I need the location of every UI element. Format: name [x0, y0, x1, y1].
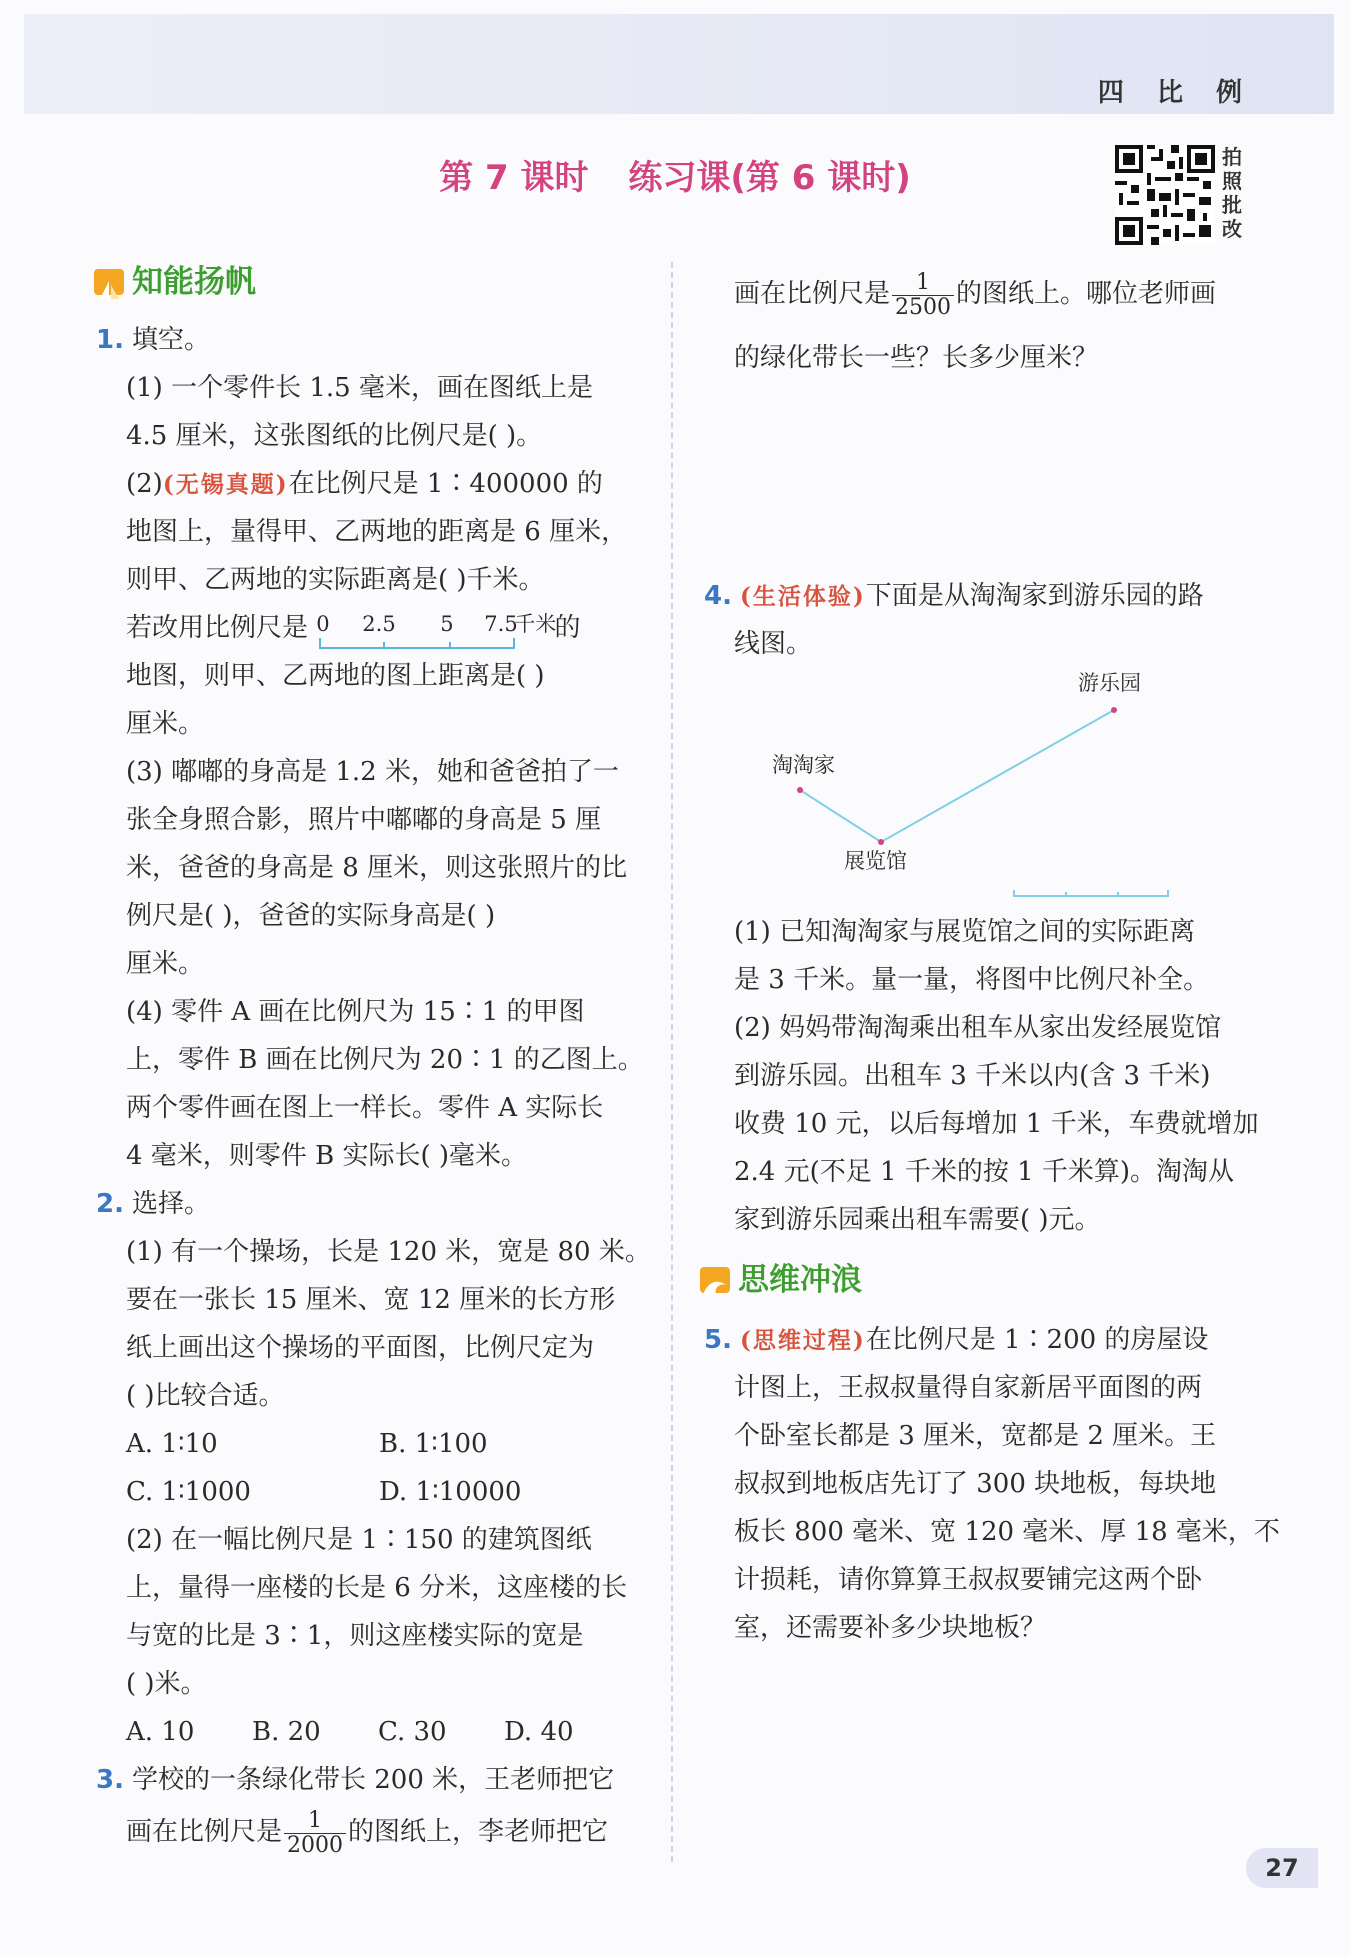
qr-code-icon[interactable] [1115, 145, 1215, 245]
question-4-head: 4. (生活体验)下面是从淘淘家到游乐园的路 [704, 581, 1204, 611]
route-line [800, 710, 1114, 842]
text-line: 计图上，王叔叔量得自家新居平面图的两 [734, 1373, 1203, 1403]
line-scale: 0 2.5 5 7.5 千米 [316, 604, 546, 652]
text-line: (2)(无锡真题)在比例尺是 1∶400000 的 [126, 469, 603, 499]
fraction: $\frac{1}{2000}$ [284, 1809, 346, 1858]
text-line: (1) 已知淘淘家与展览馆之间的实际距离 [734, 917, 1196, 947]
text-line: 则甲、乙两地的实际距离是( )千米。 [126, 565, 545, 595]
section-title: 知能扬帆 [132, 264, 256, 300]
text-line: 的绿化带长一些？长多少厘米？ [734, 343, 1099, 373]
text-line: 米，爸爸的身高是 8 厘米，则这张照片的比 [126, 853, 628, 883]
page-number: 27 [1246, 1848, 1318, 1888]
text-line: 室，还需要补多少块地板？ [734, 1613, 1047, 1643]
option-b[interactable]: B. 1∶100 [379, 1429, 488, 1459]
option-b[interactable]: B. 20 [252, 1717, 321, 1747]
text-line: 线图。 [734, 629, 813, 659]
qr-label-char: 批 [1222, 193, 1242, 217]
text-line: (3) 嘟嘟的身高是 1.2 米，她和爸爸拍了一 [126, 757, 619, 787]
option-d[interactable]: D. 1∶10000 [379, 1477, 522, 1507]
option-a[interactable]: A. 1∶10 [126, 1429, 218, 1459]
text-line: 地图上，量得甲、乙两地的距离是 6 厘米， [126, 517, 628, 547]
text-line: 画在比例尺是 $\frac{1}{2500}$ 的图纸上。哪位老师画 [734, 269, 1217, 320]
text-line: 家到游乐园乘出租车需要( )元。 [734, 1205, 1101, 1235]
text-line: 到游乐园。出租车 3 千米以内(含 3 千米) [734, 1061, 1211, 1091]
map-label-museum: 展览馆 [844, 849, 907, 873]
map-label-park: 游乐园 [1078, 671, 1141, 695]
section-header-2 [700, 1256, 862, 1304]
sail-icon [94, 269, 124, 295]
text-line: 上，零件 B 画在比例尺为 20∶1 的乙图上。 [126, 1045, 644, 1075]
text-line: ( )比较合适。 [126, 1381, 285, 1411]
lesson-title-part1: 第 7 课时 [439, 158, 589, 198]
text-line: 与宽的比是 3∶1，则这座楼实际的宽是 [126, 1621, 584, 1651]
text-line: 2.4 元(不足 1 千米的按 1 千米算)。淘淘从 [734, 1157, 1235, 1187]
text-line: (4) 零件 A 画在比例尺为 15∶1 的甲图 [126, 997, 585, 1027]
map-scale-bar [1014, 890, 1168, 896]
question-1-head: 1. 填空。 [96, 325, 210, 355]
route-map [764, 668, 1254, 908]
text-line: 4.5 厘米，这张图纸的比例尺是( )。 [126, 421, 543, 451]
text-line: 4 毫米，则零件 B 实际长( )毫米。 [126, 1141, 527, 1171]
option-d[interactable]: D. 40 [504, 1717, 574, 1747]
fraction: $\frac{1}{2500}$ [892, 271, 954, 320]
text-line: (1) 一个零件长 1.5 毫米，画在图纸上是 [126, 373, 593, 403]
map-label-home: 淘淘家 [772, 753, 835, 777]
text-line: 例尺是( )，爸爸的实际身高是( ) [126, 901, 496, 931]
text-line: 纸上画出这个操场的平面图，比例尺定为 [126, 1333, 595, 1363]
text-line: 计损耗，请你算算王叔叔要铺完这两个卧 [734, 1565, 1203, 1595]
text-line: 画在比例尺是 $\frac{1}{2000}$ 的图纸上，李老师把它 [126, 1807, 609, 1858]
text-line: 张全身照合影，照片中嘟嘟的身高是 5 厘 [126, 805, 602, 835]
text-line: (2) 在一幅比例尺是 1∶150 的建筑图纸 [126, 1525, 592, 1555]
text-line: 要在一张长 15 厘米、宽 12 厘米的长方形 [126, 1285, 616, 1315]
text-line: 是 3 千米。量一量，将图中比例尺补全。 [734, 965, 1210, 995]
question-2-head: 2. 选择。 [96, 1189, 210, 1219]
qr-label [1222, 145, 1250, 241]
question-3-head: 3. 学校的一条绿化带长 200 米，王老师把它 [96, 1765, 615, 1795]
text-line: 厘米。 [126, 949, 205, 979]
lesson-title-part2: 练习课(第 6 课时) [628, 158, 911, 198]
text-line: 收费 10 元，以后每增加 1 千米，车费就增加 [734, 1109, 1259, 1139]
text-line: 上，量得一座楼的长是 6 分米，这座楼的长 [126, 1573, 628, 1603]
text-line: 地图，则甲、乙两地的图上距离是( ) [126, 661, 545, 691]
text-line: 个卧室长都是 3 厘米，宽都是 2 厘米。王 [734, 1421, 1217, 1451]
text-line: (1) 有一个操场，长是 120 米，宽是 80 米。 [126, 1237, 651, 1267]
question-5-head: 5. (思维过程)在比例尺是 1∶200 的房屋设 [704, 1325, 1209, 1355]
question-tag: (思维过程) [739, 1327, 866, 1354]
question-tag: (生活体验) [739, 583, 866, 610]
qr-label-char: 照 [1222, 169, 1242, 193]
text-line: 两个零件画在图上一样长。零件 A 实际长 [126, 1093, 604, 1123]
question-tag: (无锡真题) [162, 471, 289, 498]
qr-label-char: 拍 [1222, 145, 1242, 169]
text-line: (2) 妈妈带淘淘乘出租车从家出发经展览馆 [734, 1013, 1222, 1043]
wave-icon [700, 1267, 730, 1293]
column-divider [671, 262, 673, 1862]
option-a[interactable]: A. 10 [126, 1717, 195, 1747]
section-header-1 [94, 258, 256, 306]
text-line: 厘米。 [126, 709, 205, 739]
option-c[interactable]: C. 1∶1000 [126, 1477, 251, 1507]
option-c[interactable]: C. 30 [378, 1717, 447, 1747]
chapter-title: 四 比 例 [1097, 78, 1254, 108]
qr-label-char: 改 [1222, 217, 1242, 241]
text-line: ( )米。 [126, 1669, 207, 1699]
text-line: 若改用比例尺是 0 2.5 5 7.5 千米 的 [126, 604, 581, 652]
text-line: 叔叔到地板店先订了 300 块地板，每块地 [734, 1469, 1217, 1499]
text-line: 板长 800 毫米、宽 120 毫米、厚 18 毫米，不 [734, 1517, 1280, 1547]
section-title: 思维冲浪 [738, 1262, 862, 1298]
